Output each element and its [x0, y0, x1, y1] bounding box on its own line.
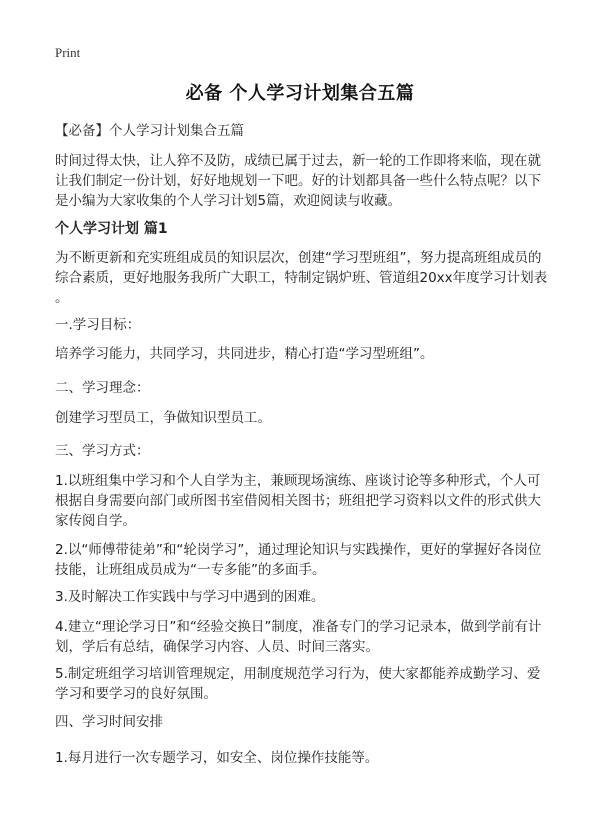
intro-line: 让我们制定一份计划，好好地规划一下吧。好的计划都具备一些什么特点呢？以下 — [55, 173, 541, 189]
method-item-line: 家传阅自学。 — [55, 513, 136, 529]
method-item-line: 学习和要学习的良好氛围。 — [55, 686, 217, 702]
method-item-line: 4.建立“理论学习日”和“经验交换日”制度，准备专门的学习记录本，做到学前有计 — [55, 619, 542, 635]
schedule-item: 1.每月进行一次专题学习，如安全、岗位操作技能等。 — [55, 750, 379, 766]
print-link[interactable]: Print — [55, 45, 81, 60]
document-title: 必备 个人学习计划集合五篇 — [185, 83, 415, 104]
section-intro-paragraph — [55, 248, 555, 308]
goal-heading: 一.学习目标： — [55, 317, 141, 333]
section-intro-line: 综合素质，更好地服务我所广大职工，特制定锅炉班、管道组20xx年度学习计划表 — [55, 270, 548, 286]
intro-line: 时间过得太快，让人猝不及防，成绩已属于过去，新一轮的工作即将来临，现在就 — [55, 153, 541, 169]
method-item-line: 2.以“师傅带徒弟”和“轮岗学习”，通过理论知识与实践操作，更好的掌握好各岗位 — [55, 542, 542, 558]
method-item-line: 5.制定班组学习培训管理规定，用制度规范学习行为，使大家都能养成勤学习、爱 — [55, 666, 541, 682]
method-item-3 — [55, 587, 555, 607]
method-heading: 三、学习方式： — [55, 443, 150, 459]
method-item-5 — [55, 664, 555, 704]
section-intro-line: 为不断更新和充实班组成员的知识层次，创建“学习型班组”，努力提高班组成员的 — [55, 250, 542, 266]
schedule-heading: 四、学习时间安排 — [55, 714, 163, 730]
method-item-line: 3.及时解决工作实践中与学习中遇到的困难。 — [55, 589, 325, 605]
document-subtitle: 【必备】个人学习计划集合五篇 — [55, 123, 244, 139]
method-item-line: 划，学后有总结，确保学习内容、人员、时间三落实。 — [55, 639, 379, 655]
method-item-1 — [55, 471, 555, 531]
intro-line: 是小编为大家收集的个人学习计划5篇，欢迎阅读与收藏。 — [55, 193, 402, 209]
method-item-line: 技能，让班组成员成为“一专多能”的多面手。 — [55, 562, 326, 578]
concept-text: 创建学习型员工，争做知识型员工。 — [55, 410, 271, 426]
concept-heading: 二、学习理念： — [55, 380, 150, 396]
method-item-line: 1.以班组集中学习和个人自学为主，兼顾现场演练、座谈讨论等多种形式，个人可 — [55, 473, 541, 489]
section-heading: 个人学习计划 篇1 — [55, 221, 168, 237]
method-item-line: 根据自身需要向部门或所图书室借阅相关图书；班组把学习资料以文件的形式供大 — [55, 493, 541, 509]
method-item-2 — [55, 540, 555, 580]
section-intro-line: 。 — [55, 290, 69, 306]
method-item-4 — [55, 617, 555, 657]
goal-text: 培养学习能力，共同学习，共同进步，精心打造“学习型班组”。 — [55, 346, 434, 362]
intro-paragraph — [55, 151, 555, 211]
